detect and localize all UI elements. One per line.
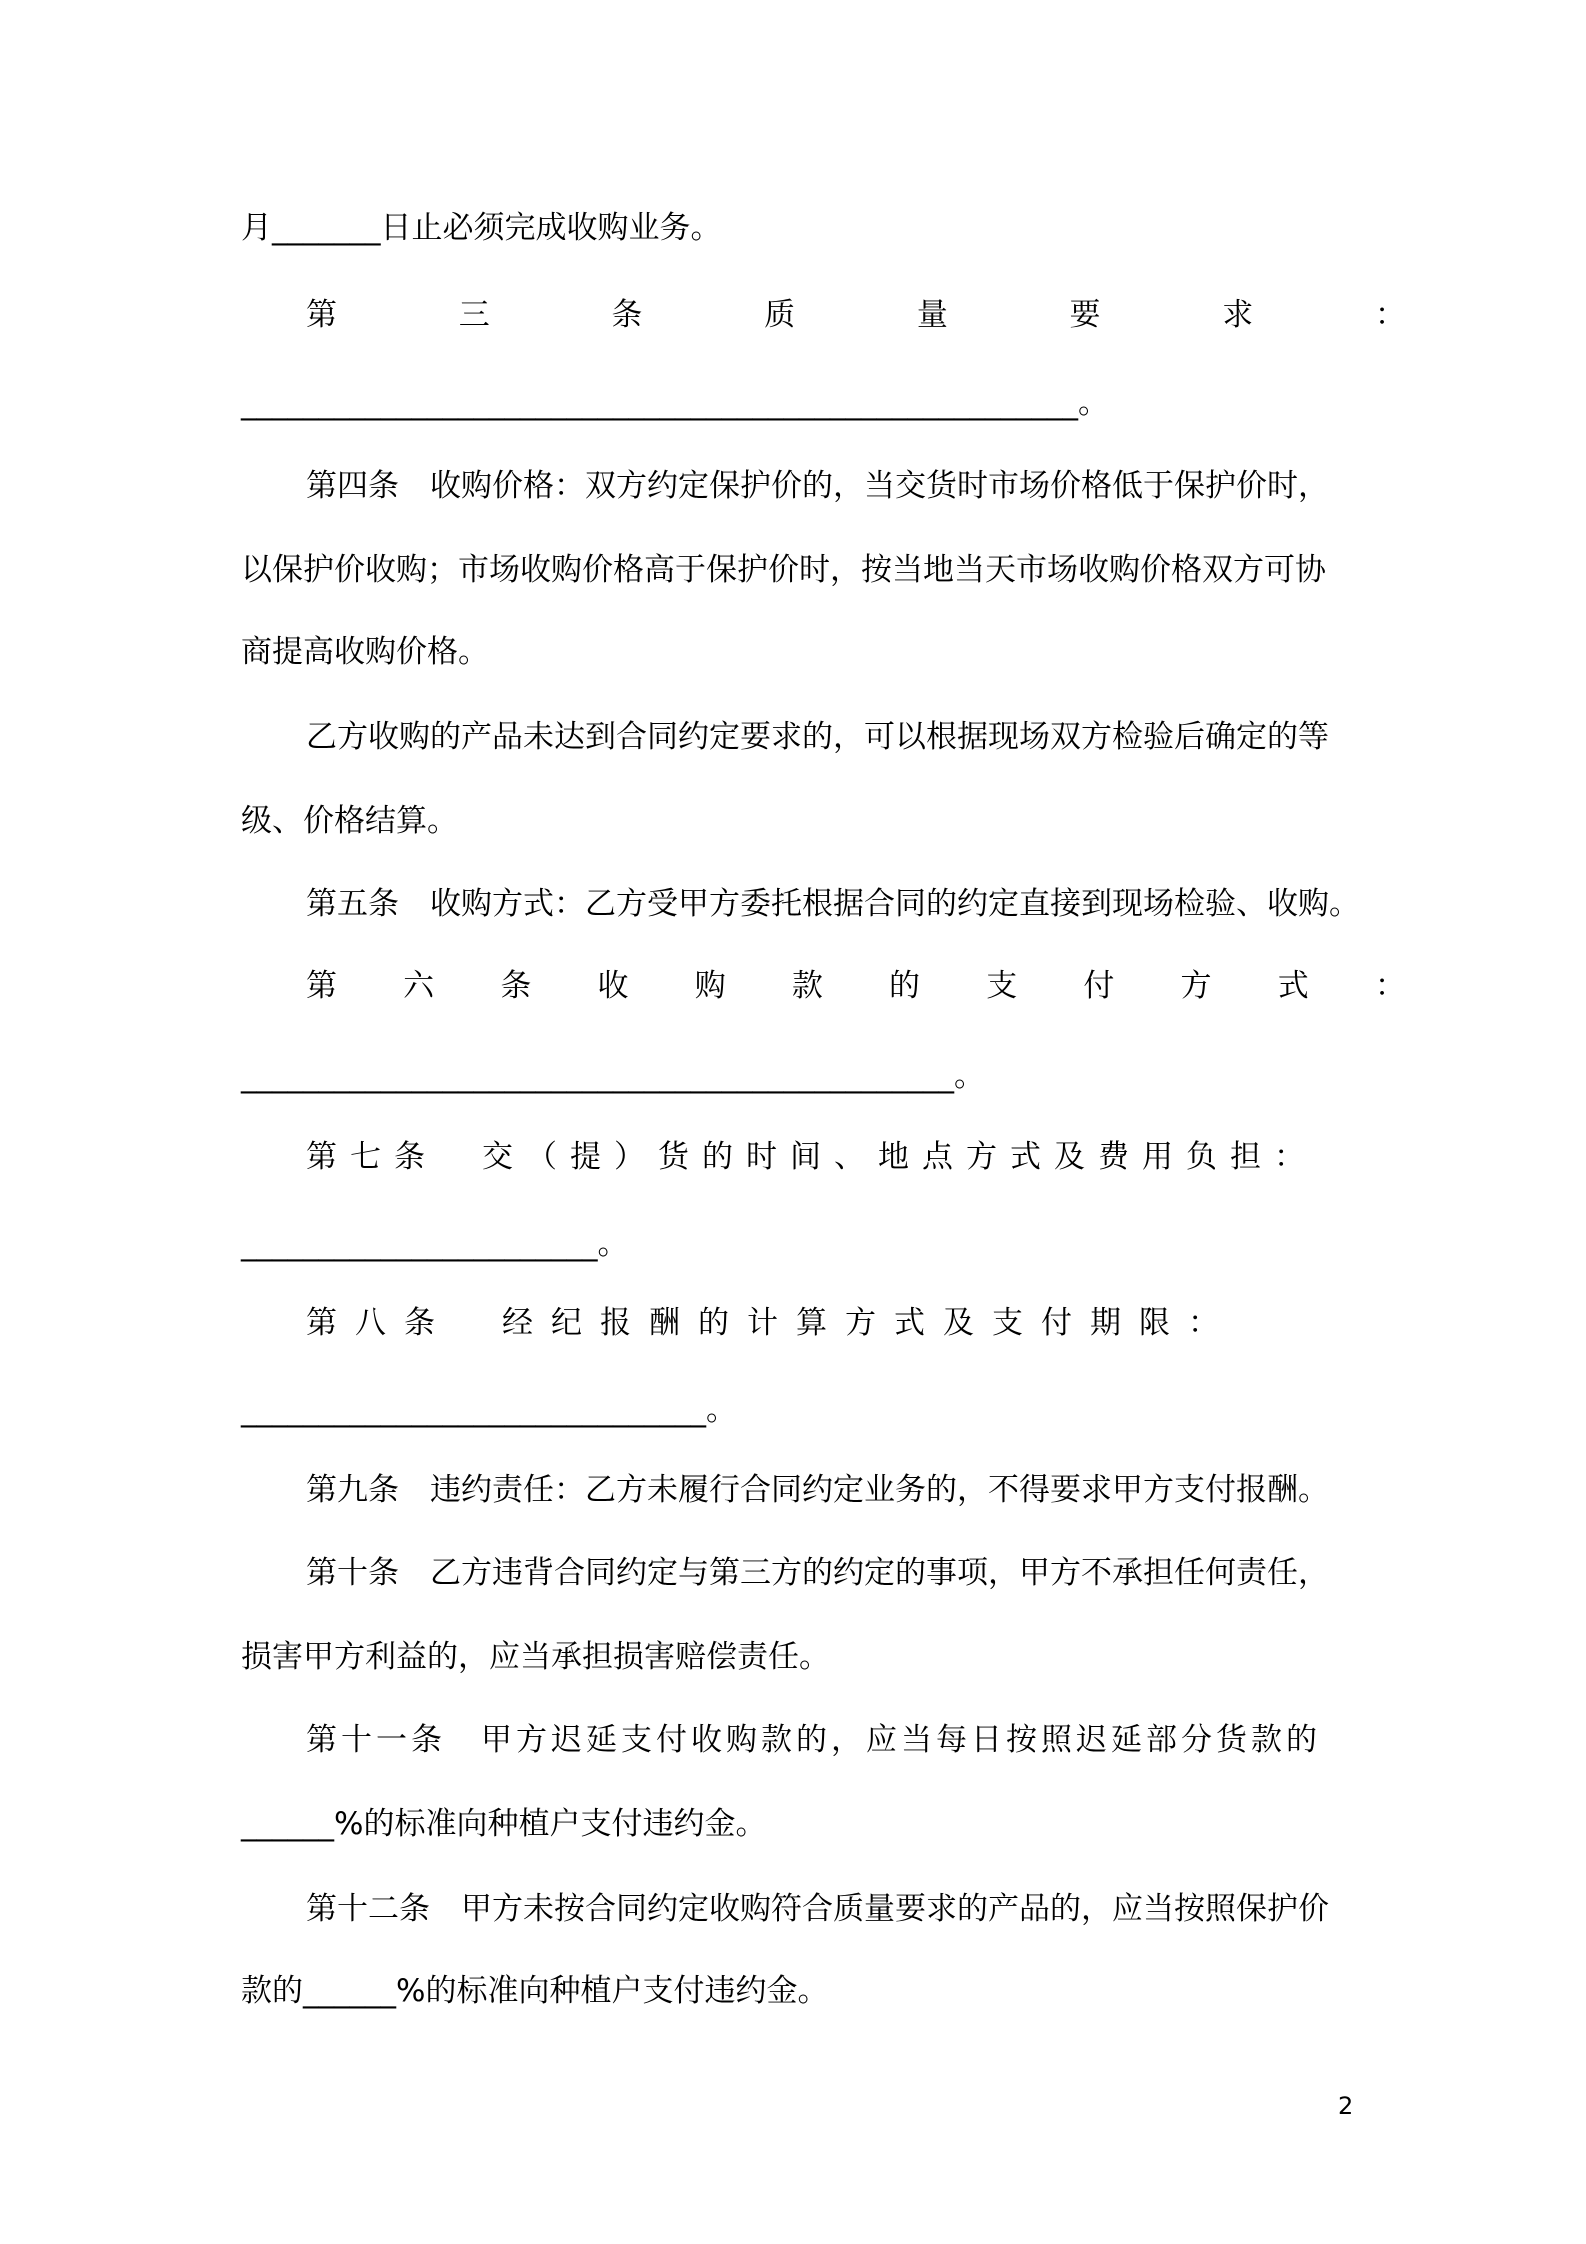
heading-char: 购 (694, 968, 726, 1004)
article-6-heading (306, 966, 1406, 1006)
heading-char: 条 (500, 968, 532, 1004)
article-5: 第五条 收购方式：乙方受甲方委托根据合同的约定直接到现场检验、收购。 (306, 886, 1360, 922)
article-3-heading (306, 295, 1406, 335)
heading-char: 质 (764, 297, 796, 333)
heading-char: 式 (1277, 968, 1309, 1004)
article-9: 第九条 违约责任：乙方未履行合同约定业务的，不得要求甲方支付报酬。 (306, 1472, 1329, 1508)
heading-char: 量 (916, 297, 948, 333)
text-line: 以保护价收购；市场收购价格高于保护价时，按当地当天市场收购价格双方可协 (241, 552, 1326, 588)
article-11: 第十一条 甲方迟延支付收购款的，应当每日按照迟延部分货款的 (306, 1722, 1321, 1758)
article-12: 第十二条 甲方未按合同约定收购符合质量要求的产品的，应当按照保护价 (306, 1891, 1329, 1927)
text-line: 乙方收购的产品未达到合同约定要求的，可以根据现场双方检验后确定的等 (306, 719, 1329, 755)
heading-char: 的 (889, 968, 921, 1004)
heading-char: ： (1374, 968, 1406, 1004)
text-line: 商提高收购价格。 (241, 634, 489, 670)
blank-line: ______________________________。 (241, 1392, 737, 1428)
text-line: 级、价格结算。 (241, 803, 458, 839)
text-line: 月_______日止必须完成收购业务。 (241, 210, 722, 246)
heading-char: 求 (1222, 297, 1254, 333)
heading-char: 第 (306, 968, 337, 1004)
heading-char: 方 (1180, 968, 1212, 1004)
heading-char: ： (1374, 297, 1406, 333)
article-10: 第十条 乙方违背合同约定与第三方的约定的事项，甲方不承担任何责任， (306, 1555, 1329, 1591)
text-line: 损害甲方利益的，应当承担损害赔偿责任。 (241, 1639, 830, 1675)
blank-line: ______________________________________________。 (241, 1058, 985, 1094)
heading-char: 条 (611, 297, 643, 333)
page-number: 2 (1338, 2092, 1354, 2120)
heading-char: 六 (403, 968, 435, 1004)
article-7: 第七条 交（提）货的时间、地点方式及费用负担： (306, 1139, 1318, 1175)
blank-line: ______________________________________________________。 (241, 385, 1109, 421)
blank-line: _______________________。 (241, 1226, 629, 1262)
text-line: ______%的标准向种植户支付违约金。 (241, 1806, 767, 1842)
heading-char: 支 (986, 968, 1018, 1004)
article-8: 第八条 经纪报酬的计算方式及支付期限： (306, 1305, 1237, 1341)
article-4: 第四条 收购价格：双方约定保护价的，当交货时市场价格低于保护价时， (306, 468, 1329, 504)
heading-char: 付 (1083, 968, 1115, 1004)
heading-char: 三 (458, 297, 490, 333)
text-line: 款的______%的标准向种植户支付违约金。 (241, 1973, 829, 2009)
heading-char: 要 (1069, 297, 1101, 333)
heading-char: 第 (306, 297, 337, 333)
heading-char: 收 (597, 968, 629, 1004)
heading-char: 款 (791, 968, 823, 1004)
